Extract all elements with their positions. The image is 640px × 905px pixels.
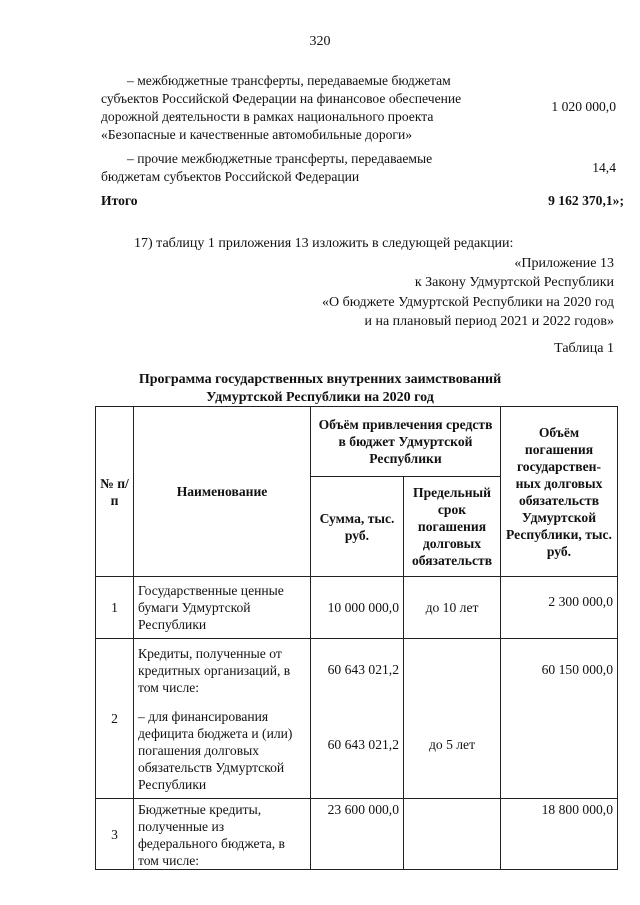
appendix-line: и на плановый период 2021 и 2022 годов» [364,314,614,329]
appendix-line: «Приложение 13 [514,256,614,271]
row-sum: 23 600 000,0 [311,799,404,870]
row-name: Бюджетные кредиты, полученные из федерального бюджета, в том числе: [134,799,311,870]
row-name-cell [134,639,311,799]
transfer-line: дорожной деятельности в рамках национального проекта [101,109,434,124]
row-sub-name: – для финансирования дефицита бюджета и (или) погашения долговых обязательств Удмуртской Республики [138,709,293,792]
row-num: 3 [96,799,134,870]
header-num: № п/п [96,407,134,577]
transfer-item [101,150,616,186]
amendment-paragraph: 17) таблицу 1 приложения 13 изложить в следующей редакции: [134,236,514,251]
row-num: 2 [96,639,134,799]
table-row [96,577,618,639]
table-title [0,371,640,407]
total-label: Итого [101,193,138,208]
transfer-line: – межбюджетные трансферты, передаваемые бюджетам [127,73,451,88]
row-repay: 2 300 000,0 [501,577,618,639]
total-row [101,193,624,209]
row-name: Кредиты, полученные от кредитных организаций, в том числе: [138,646,291,695]
table-row [96,799,618,870]
header-term: Предельный срок погашения долговых обязательств [404,477,501,577]
appendix-line: «О бюджете Удмуртской Республики на 2020 год [321,295,614,310]
header-name: Наименование [134,407,311,577]
header-attract: Объём привлечения средств в бюджет Удмуртской Республики [311,407,501,477]
page-number: 320 [309,34,331,49]
transfer-line: бюджетам субъектов Российской Федерации [101,169,360,184]
row-term [404,799,501,870]
row-sub-term: до 5 лет [404,639,501,799]
borrowing-table [95,406,618,870]
transfer-line: – прочие межбюджетные трансферты, передаваемые [127,151,433,166]
row-sum-cell [311,639,404,799]
row-repay: 18 800 000,0 [501,799,618,870]
appendix-line: к Закону Удмуртской Республики [414,275,614,290]
table-title-line: Удмуртской Республики на 2020 год [206,390,434,405]
transfer-line: субъектов Российской Федерации на финансовое обеспечение [101,91,462,106]
row-name: Государственные ценные бумаги Удмуртской Республики [134,577,311,639]
row-sum: 60 643 021,2 [327,662,399,677]
row-num: 1 [96,577,134,639]
row-term: до 10 лет [404,577,501,639]
total-value: 9 162 370,1»; [548,193,624,208]
transfer-item [101,72,616,144]
header-sum: Сумма, тыс. руб. [311,477,404,577]
row-sum: 10 000 000,0 [311,577,404,639]
table-label: Таблица 1 [554,341,614,356]
transfer-value: 1 020 000,0 [551,99,616,114]
row-sub-sum: 60 643 021,2 [327,737,399,752]
row-repay: 60 150 000,0 [501,639,618,799]
table-title-line: Программа государственных внутренних заимствований [138,372,502,387]
transfer-value: 14,4 [592,160,616,175]
header-repay: Объём погашения государствен-ных долговых обязательств Удмуртской Республики, тыс. руб. [501,407,618,577]
transfer-line: «Безопасные и качественные автомобильные дороги» [101,127,413,142]
table-row [96,639,618,799]
